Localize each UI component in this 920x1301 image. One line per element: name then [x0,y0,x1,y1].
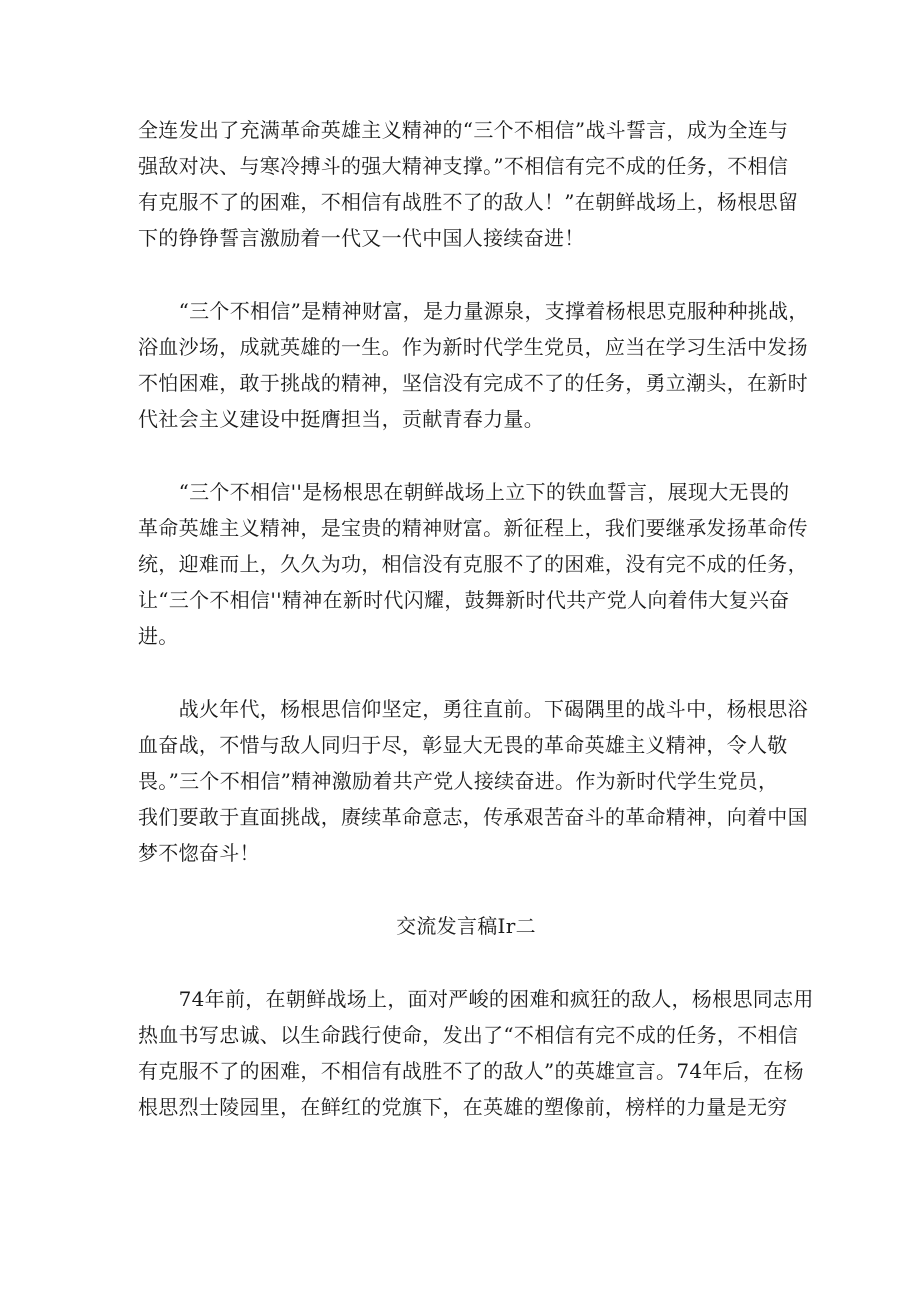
paragraph-1 [138,112,799,256]
text-line: 热血书写忠诚、以生命践行使命，发出了“不相信有完不成的任务，不相信 [138,1023,799,1047]
paragraph-5 [138,981,814,1125]
section-heading: 交流发言稿Ir二 [396,914,536,938]
text-line: 有克服不了的困难，不相信有战胜不了的敌人”的英雄宣言。74年后，在杨 [138,1059,804,1083]
paragraph-gap [138,256,794,293]
text-line: 不怕困难，敢于挑战的精神，坚信没有完成不了的任务，勇立潮头，在新时 [138,371,808,395]
text-line: 根思烈士陵园里，在鲜红的党旗下，在英雄的塑像前，榜样的力量是无穷 [138,1095,788,1119]
text-line: 代社会主义建设中挺膺担当，贡献青春力量。 [138,407,544,431]
paragraph-4 [138,691,808,871]
text-line: 革命英雄主义精神，是宝贵的精神财富。新征程上，我们要继承发扬革命传 [138,516,808,540]
document-body [138,112,814,1125]
text-line: 血奋战，不惜与敌人同归于尽，彰显大无畏的革命英雄主义精神，令人敬 [138,733,788,757]
text-line: 下的铮铮誓言激励着一代又一代中国人接续奋进！ [138,226,585,250]
text-line: 统，迎难而上，久久为功，相信没有克服不了的困难，没有完不成的任务， [138,552,808,576]
text-line: 战火年代，杨根思信仰坚定，勇往直前。下碣隅里的战斗中，杨根思浴 [138,697,808,721]
text-line: 梦不惚奋斗！ [138,841,260,865]
text-line: 全连发出了充满革命英雄主义精神的“三个不相信”战斗誓言，成为全连与 [138,118,789,142]
text-line: “三个不相信”是精神财富，是力量源泉，支撑着杨根思克服种种挑战， [138,299,809,323]
text-line: 让“三个不相信''精神在新时代闪耀，鼓舞新时代共产党人向着伟大复兴奋 [138,588,790,612]
text-line: 强敌对决、与寒冷搏斗的强大精神支撑。”不相信有完不成的任务，不相信 [138,154,789,178]
text-line: 进。 [138,624,179,648]
text-line: “三个不相信''是杨根思在朝鲜战场上立下的铁血誓言，展现大无畏的 [138,480,790,504]
paragraph-gap [138,654,794,691]
text-line: 74年前，在朝鲜战场上，面对严峻的困难和疯狂的敌人，杨根思同志用 [138,987,814,1011]
paragraph-3 [138,474,808,654]
paragraph-2 [138,293,809,437]
text-line: 有克服不了的困难，不相信有战胜不了的敌人！”在朝鲜战场上，杨根思留 [138,190,799,214]
paragraph-gap [138,944,794,981]
paragraph-gap [138,871,794,908]
text-line: 浴血沙场，成就英雄的一生。作为新时代学生党员，应当在学习生活中发扬 [138,335,808,359]
paragraph-gap [138,437,794,474]
text-line: 我们要敢于直面挑战，赓续革命意志，传承艰苦奋斗的革命精神，向着中国 [138,805,808,829]
text-line: 畏。”三个不相信”精神激励着共产党人接续奋进。作为新时代学生党员， [138,769,779,793]
